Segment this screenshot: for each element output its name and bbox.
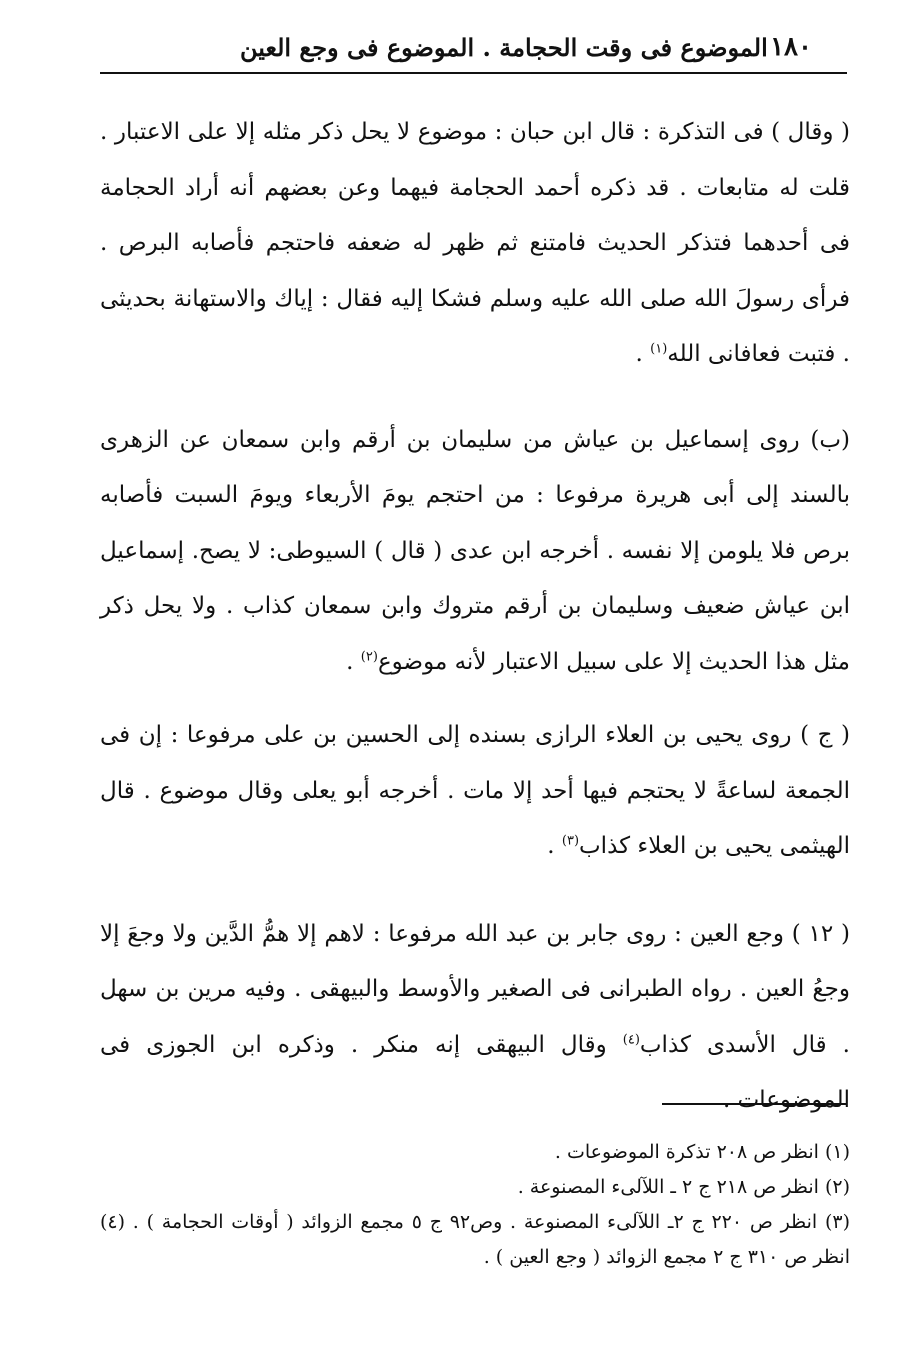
paragraph-end: . bbox=[346, 648, 361, 675]
footnote-1: (١) انظر ص ٢٠٨ تذكرة الموضوعات . bbox=[554, 1141, 850, 1163]
paragraph-eye-pain bbox=[100, 907, 850, 1129]
paragraph-a bbox=[100, 105, 850, 383]
footnote-ref: (٣) bbox=[561, 833, 580, 849]
header-rule bbox=[100, 72, 847, 74]
paragraph-end: . bbox=[547, 833, 562, 859]
page-header bbox=[240, 22, 812, 62]
paragraph-end: . bbox=[635, 341, 651, 367]
footnote-ref: (١) bbox=[650, 341, 668, 357]
paragraph-text: ( وقال ) فى التذكرة : قال ابن حبان : موضوع لا يحل ذكر مثله إلا على الاعتبار . قلت له متابعات . قد ذكره أحمد الحجامة فيهما وعن بعضهم أنه أراد الحجامة فى أحدهما فتذكر الحديث فامتنع ثم ظهر له ضعفه فاحتجم فأصابه البرص . فرأى رسولَ الله صلى الله عليه وسلم فشكا إليه فقال : إياك والاستهانة بحديثى . فتبت فعافانى الله bbox=[100, 119, 850, 367]
paragraph-text: ( ١٢ ) وجع العين : روى جابر بن عبد الله مرفوعا : لاهم إلا همُّ الدَّين ولا وجعَ إلا وجعُ العين . رواه الطبرانى فى الصغير والأوسط والبيهقى . وفيه مرين بن سهل . قال الأسدى كذاب bbox=[100, 920, 850, 1058]
paragraph-end: وقال البيهقى إنه منكر . وذكره ابن الجوزى فى الموضوعات . bbox=[100, 1031, 850, 1113]
page-number: ١٨٠ bbox=[770, 32, 812, 62]
paragraph-b bbox=[100, 413, 850, 691]
paragraph-c bbox=[100, 708, 850, 875]
footnote-rule bbox=[662, 1103, 847, 1105]
paragraph-text: (ب) روى إسماعيل بن عياش من سليمان بن أرقم وابن سمعان عن الزهرى بالسند إلى أبى هريرة مرفوعا : من احتجم يومَ الأربعاء ويومَ السبت فأصابه برص فلا يلومن إلا نفسه . أخرجه ابن عدى ( قال ) السيوطى: لا يصح. إسماعيل ابن عياش ضعيف وسليمان بن أرقم متروك وابن سمعان كذاب . ولا يحل ذكر مثل هذا الحديث إلا على سبيل الاعتبار لأنه موضوع bbox=[100, 426, 850, 675]
footnotes bbox=[100, 1135, 850, 1275]
main-text bbox=[100, 105, 850, 1129]
running-title: الموضوع فى وقت الحجامة . الموضوع فى وجع العين bbox=[240, 33, 768, 62]
footnote-3-4: (٣) انظر ص ٢٢٠ ج ٢ـ اللآلىء المصنوعة . وص٩٢ ج ٥ مجمع الزوائد ( أوقات الحجامة ) . (٤) انظر ص ٣١٠ ج ٢ مجمع الزوائد ( وجع العين ) . bbox=[100, 1211, 851, 1268]
footnote-2: (٢) انظر ص ٢١٨ ج ٢ ـ اللآلىء المصنوعة . bbox=[517, 1176, 850, 1198]
footnote-ref: (٤) bbox=[622, 1031, 640, 1047]
footnote-ref: (٢) bbox=[360, 648, 378, 664]
paragraph-text: ( ج ) روى يحيى بن العلاء الرازى بسنده إلى الحسين بن على مرفوعا : إن فى الجمعة لساعةً لا يحتجم فيها أحد إلا مات . أخرجه أبو يعلى وقال موضوع . قال الهيثمى يحيى بن العلاء كذاب bbox=[100, 722, 850, 859]
